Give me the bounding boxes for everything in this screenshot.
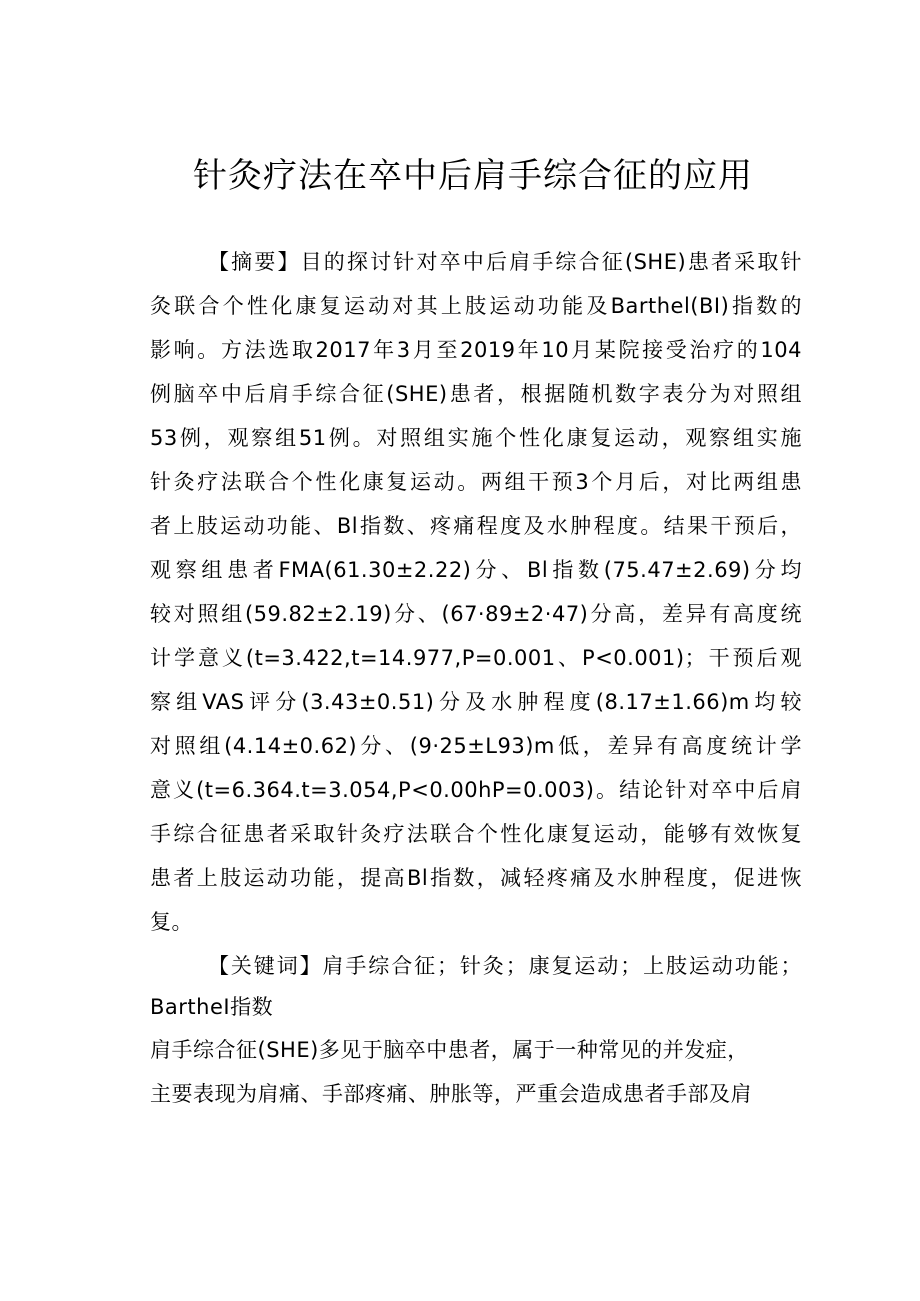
- keywords-line: 【关键词】肩手综合征；针灸；康复运动；上肢运动功能；: [208, 954, 802, 978]
- body-line: 主要表现为肩痛、手部疼痛、肿胀等，严重会造成患者手部及肩: [150, 1082, 752, 1106]
- abstract-line: 观察组患者FMA(61.30±2.22)分、Bl指数(75.47±2.69)分均: [150, 558, 802, 582]
- abstract-line: 【摘要】目的探讨针对卒中后肩手综合征(SHE)患者采取针: [208, 250, 802, 274]
- body-line: 肩手综合征(SHE)多见于脑卒中患者，属于一种常见的并发症，: [150, 1038, 749, 1062]
- abstract-line: 察组VAS评分(3.43±0.51)分及水肿程度(8.17±1.66)m均较: [150, 690, 802, 714]
- abstract-line: 者上肢运动功能、Bl指数、疼痛程度及水肿程度。结果干预后，: [150, 514, 802, 538]
- abstract-line: 复。: [150, 910, 193, 934]
- abstract-line: 对照组(4.14±0.62)分、(9·25±L93)m低，差异有高度统计学: [150, 734, 802, 758]
- abstract-line: 手综合征患者采取针灸疗法联合个性化康复运动，能够有效恢复: [150, 822, 802, 846]
- abstract-line: 意义(t=6.364.t=3.054,P<0.00hP=0.003)。结论针对卒中后肩: [150, 778, 802, 802]
- abstract-line: 例脑卒中后肩手综合征(SHE)患者，根据随机数字表分为对照组: [150, 382, 802, 406]
- document-title: 针灸疗法在卒中后肩手综合征的应用: [193, 156, 753, 196]
- abstract-line: 影响。方法选取2017年3月至2019年10月某院接受治疗的104: [150, 338, 802, 362]
- abstract-line: 53例，观察组51例。对照组实施个性化康复运动，观察组实施: [150, 426, 802, 450]
- abstract-line: 计学意义(t=3.422,t=14.977,P=0.001、P<0.001)；干预后观: [150, 646, 802, 670]
- abstract-line: 针灸疗法联合个性化康复运动。两组干预3个月后，对比两组患: [150, 470, 802, 494]
- abstract-line: 患者上肢运动功能，提高Bl指数，减轻疼痛及水肿程度，促进恢: [150, 866, 802, 890]
- abstract-line: 较对照组(59.82±2.19)分、(67·89±2·47)分高，差异有高度统: [150, 602, 802, 626]
- abstract-line: 灸联合个性化康复运动对其上肢运动功能及Barthel(BI)指数的: [150, 294, 802, 318]
- keywords-line: BartheI指数: [150, 995, 274, 1019]
